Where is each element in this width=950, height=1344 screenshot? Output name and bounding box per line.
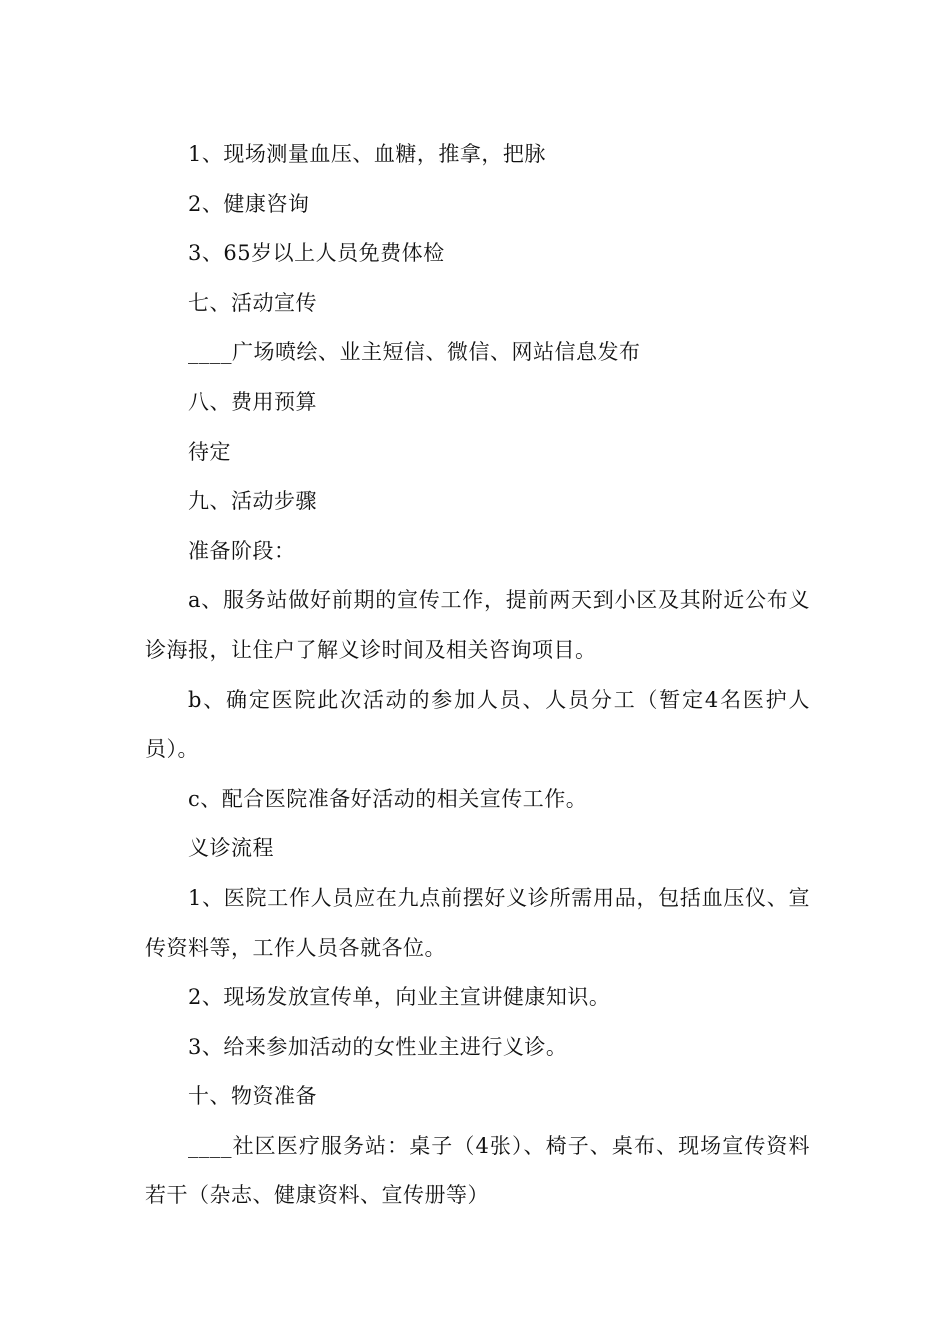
section-heading-budget: 八、费用预算: [188, 389, 317, 414]
paragraph-process-3: 3、给来参加活动的女性业主进行义诊。: [188, 1034, 568, 1059]
paragraph-process-1: 1、医院工作人员应在九点前摆好义诊所需用品，包括血压仪、宣传资料等，工作人员各就各位。: [145, 885, 810, 960]
paragraph-step-a: a、服务站做好前期的宣传工作，提前两天到小区及其附近公布义诊海报，让住户了解义诊时间及相关咨询项目。: [145, 588, 810, 662]
paragraph-process-2: 2、现场发放宣传单，向业主宣讲健康知识。: [188, 985, 611, 1010]
subheading-preparation: 准备阶段：: [188, 538, 296, 563]
section-heading-materials: 十、物资准备: [188, 1084, 317, 1109]
paragraph-step-b: b、确定医院此次活动的参加人员、人员分工（暂定4名医护人员）。: [145, 687, 810, 762]
section-heading-steps: 九、活动步骤: [188, 489, 317, 514]
paragraph-budget: 待定: [188, 439, 231, 464]
paragraph-publicity: ____广场喷绘、业主短信、微信、网站信息发布: [188, 340, 641, 365]
paragraph-step-c: c、配合医院准备好活动的相关宣传工作。: [188, 786, 588, 811]
paragraph-item-1: 1、现场测量血压、血糖，推拿，把脉: [188, 142, 546, 166]
paragraph-item-2: 2、健康咨询: [188, 191, 310, 216]
section-heading-publicity: 七、活动宣传: [188, 290, 317, 315]
subheading-clinic-process: 义诊流程: [188, 836, 274, 861]
paragraph-item-3: 3、65岁以上人员免费体检: [188, 241, 445, 266]
document-body: [145, 130, 810, 1221]
paragraph-materials: ____社区医疗服务站：桌子（4张）、椅子、桌布、现场宣传资料若干（杂志、健康资料、宣传册等）: [145, 1133, 810, 1208]
